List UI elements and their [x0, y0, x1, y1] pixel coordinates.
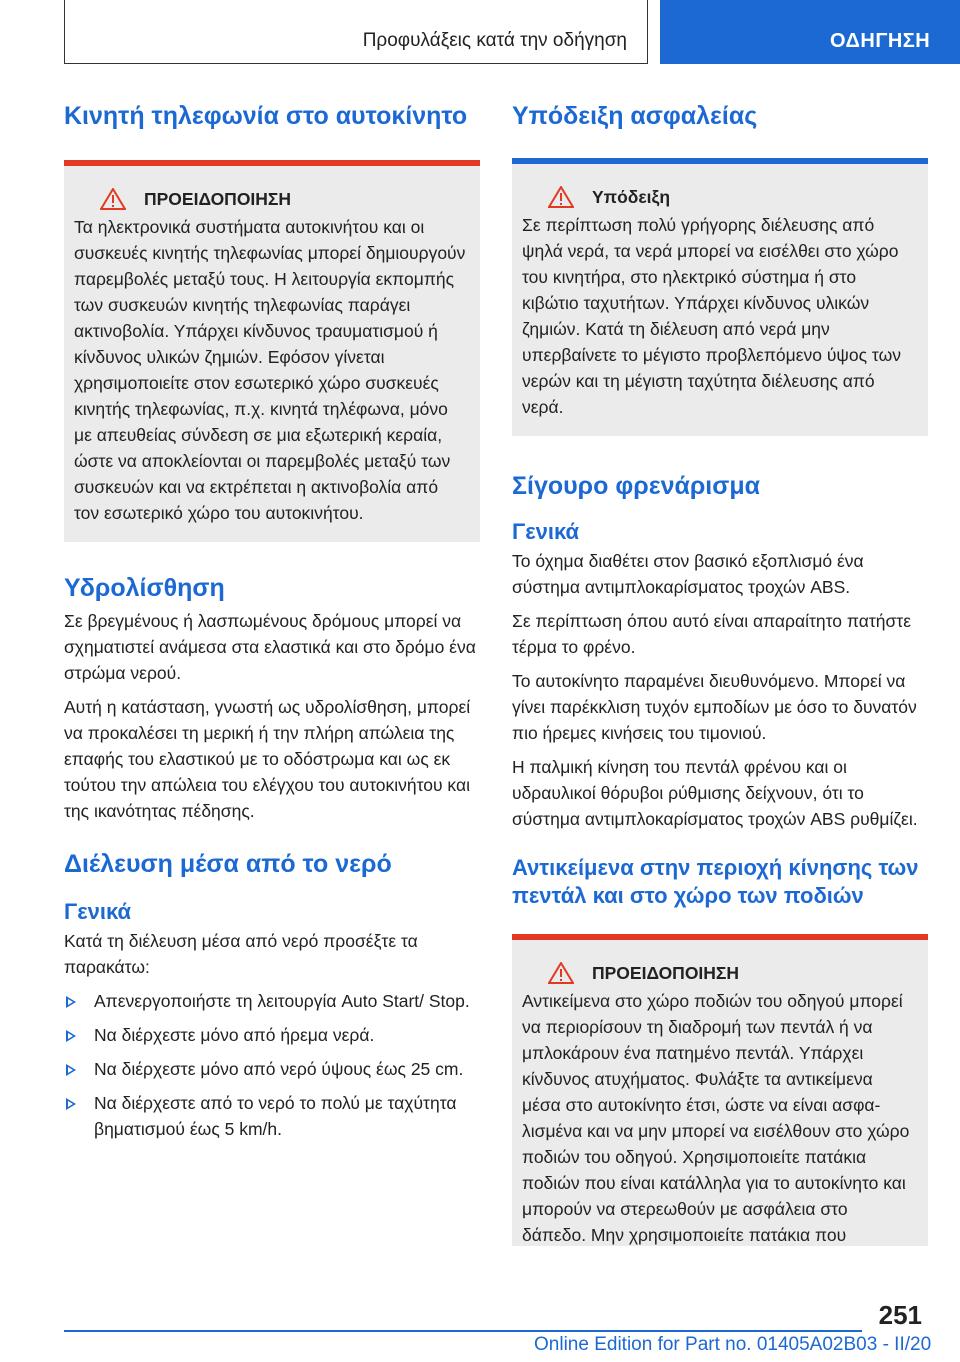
warning-title: ΠΡΟΕΙΔΟΠΟΙΗΣΗ	[592, 962, 740, 983]
braking-paragraph-4: Η παλμική κίνηση του πεντάλ φρένου και οι υδραυλικοί θόρυβοι ρύθμισης δείχνουν, ότι το σύστημα αντιμπλοκαρίσματος τροχών ABS ρυθμίζει.	[512, 757, 918, 829]
warning-text: Τα ηλεκτρονικά συστήματα αυτοκινήτου και οι συσκευές κινητής τηλεφωνίας μπορεί δημιουργούν παρεμβολές μεταξύ τους. Η λειτουργία εκπομπής των συσκευών κινητής τηλεφωνίας παράγει ακτινοβολία. Υπάρχει κίνδυνος τραυματισμού ή κίνδυνος υλικών ζημιών. Εφόσον γίνεται χρησιμοποιείτε στον εσωτερικό χώρο συσκευές κινητής τηλεφωνίας, π.χ. κινητά τηλέφωνα, μόνο με απευθείας σύνδεση σε μια εξωτερική κεραία, ώστε να αποκλείονται οι παρεμβολές μεταξύ των συσκευών και να εκτρέπεται η ακτινοβολία από τον εσωτερικό χώρο του αυτοκινήτου.	[74, 217, 466, 523]
warning-box-mobile	[64, 160, 480, 542]
aquaplaning-paragraph-2: Αυτή η κατάσταση, γνωστή ως υδρολίσθηση, μπορεί να προκαλέσει τη μερική ή την πλήρη απώλεια της επαφής του ελαστικού με το οδόστρωμα και ως εκ τούτου την απώλεια του ελέγχου του αυτοκινήτου και της ικανότητας πέδησης.	[64, 697, 471, 821]
bullet-arrow-icon	[66, 996, 76, 1008]
bullet-arrow-icon	[66, 1064, 76, 1076]
warning-box-objects	[512, 934, 928, 1246]
bullet-arrow-icon	[66, 1098, 76, 1110]
braking-paragraph-3: Το αυτοκίνητο παραμένει διευθυνόμενο. Μπορεί να γίνει παρέκκλιση τυχόν εμποδίων με όσο το δυνατόν πιο ήρεμες κινήσεις του τιμονιού.	[512, 671, 917, 743]
warning-text: Αντικείμενα στο χώρο ποδιών του οδηγού μπορεί να περιορίσουν τη διαδρομή των πεντάλ ή να μπλοκάρουν ένα πατημένο πεντάλ. Υπάρχει κίνδυνος ατυχήματος. Φυλάξτε τα αντικείμενα μέσα στο αυτοκίνητο έτσι, ώστε να είναι ασφαλισμένα και να μην μπορεί να εισέλθουν στο χώρο ποδιών του οδηγού. Χρησιμοποιείτε πατάκια ποδιών που είναι κατάλληλα για το αυτοκίνητο και μπορούν να στερεωθούν με ασφάλεια στο δάπεδο. Μην χρησιμοποιείτε πατάκια που	[522, 991, 910, 1245]
braking-subheading: Γενικά	[512, 519, 580, 544]
note-text: Σε περίπτωση πολύ γρήγορης διέλευσης από ψηλά νερά, τα νερά μπορεί να εισέλθει στο χώρο του κινητήρα, στο ηλεκτρικό σύστημα ή στο κιβώτιο ταχυτήτων. Υπάρχει κίνδυνος υλικών ζημιών. Κατά τη διέλευση από νερά μην υπερβαίνετε το μέγιστο προβλεπόμενο ύψος των νερών και τη μέγιστη ταχύτητα διέλευσης από νερά.	[522, 215, 902, 417]
water-intro: Κατά τη διέλευση μέσα από νερό προσέξτε τα παρακάτω:	[64, 931, 418, 977]
chapter-title: Προφυλάξεις κατά την οδήγηση	[362, 30, 627, 51]
edition-text: Online Edition for Part no. 01405A02B03 - II/20	[534, 1334, 932, 1355]
section-tab: ΟΔΗΓΗΣΗ	[660, 0, 960, 64]
list-item: Να διέρχεστε από το νερό το πολύ με ταχύτητα βηματισμού έως 5 km/h.	[64, 1090, 480, 1142]
warning-triangle-icon	[100, 188, 126, 210]
footer-divider	[64, 1330, 862, 1332]
braking-paragraph-1: Το όχημα διαθέτει στον βασικό εξοπλισμό ένα σύστημα αντιμπλοκαρίσματος τροχών ABS.	[512, 551, 864, 597]
aquaplaning-paragraph-1: Σε βρεγμένους ή λασπωμένους δρόμους μπορεί να σχηματιστεί ανάμεσα στα ελαστικά και στο δρόμο ένα στρώμα νερού.	[64, 611, 476, 683]
warning-triangle-icon	[548, 962, 574, 984]
list-item: Απενεργοποιήστε τη λειτουργία Auto Start/ Stop.	[64, 988, 480, 1014]
warning-triangle-icon	[548, 186, 574, 208]
note-title: Υπόδειξη	[592, 186, 671, 207]
list-item: Να διέρχεστε μόνο από ήρεμα νερά.	[64, 1022, 480, 1048]
water-heading: Διέλευση μέσα από το νερό	[64, 850, 392, 878]
aquaplaning-heading: Υδρολίσθηση	[64, 574, 225, 602]
water-subheading: Γενικά	[64, 899, 132, 924]
right-column	[512, 100, 928, 1246]
header-frame	[64, 0, 648, 64]
list-item: Να διέρχεστε μόνο από νερό ύψους έως 25 cm.	[64, 1056, 480, 1082]
safety-heading: Υπόδειξη ασφαλείας	[512, 102, 758, 130]
bullet-arrow-icon	[66, 1030, 76, 1042]
objects-heading: Αντικείμενα στην περιοχή κίνησης των πεντάλ και στο χώρο των ποδιών	[512, 855, 919, 908]
left-column	[64, 100, 480, 1142]
page-number: 251	[878, 1300, 922, 1330]
warning-title: ΠΡΟΕΙΔΟΠΟΙΗΣΗ	[144, 188, 292, 209]
braking-heading: Σίγουρο φρενάρισμα	[512, 472, 761, 500]
mobile-heading: Κινητή τηλεφωνία στο αυτοκίνητο	[64, 102, 468, 130]
note-box	[512, 158, 928, 436]
braking-paragraph-2: Σε περίπτωση όπου αυτό είναι απαραίτητο πατήστε τέρμα το φρένο.	[512, 611, 912, 657]
water-bullet-list	[64, 988, 480, 1142]
